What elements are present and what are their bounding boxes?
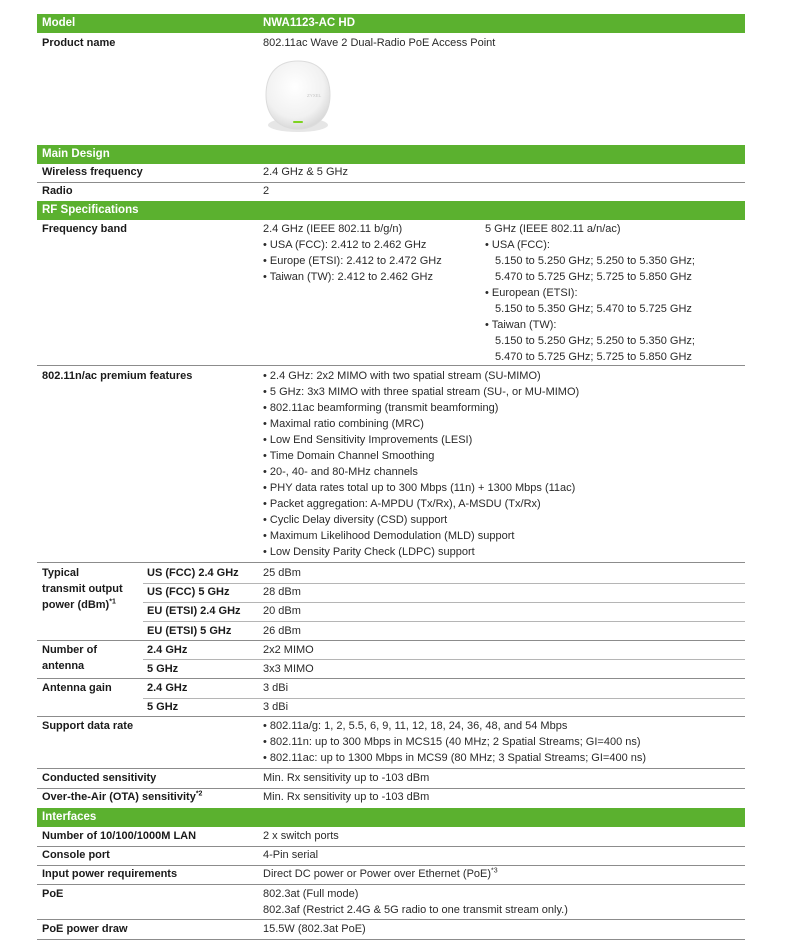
tx-value-eu5: 26 dBm bbox=[263, 625, 301, 637]
rf-spec-title: RF Specifications bbox=[42, 204, 139, 216]
list-item: • 802.11ac beamforming (transmit beamforming) bbox=[263, 402, 499, 414]
model-label: Model bbox=[42, 17, 76, 29]
data-rate-list bbox=[263, 718, 646, 766]
premium-features-label: 802.11n/ac premium features bbox=[42, 370, 193, 382]
wireless-frequency-value: 2.4 GHz & 5 GHz bbox=[263, 166, 348, 178]
list-item: • 20-, 40- and 80-MHz channels bbox=[263, 466, 418, 478]
main-design-title: Main Design bbox=[42, 148, 110, 160]
tx-band-us24: US (FCC) 2.4 GHz bbox=[147, 567, 239, 579]
row-divider bbox=[37, 884, 745, 885]
access-point-device-image bbox=[262, 57, 334, 135]
list-item: • Cyclic Delay diversity (CSD) support bbox=[263, 514, 448, 526]
row-divider bbox=[143, 698, 745, 699]
model-header-bar bbox=[37, 14, 745, 33]
poe-value bbox=[263, 886, 568, 918]
row-divider bbox=[37, 846, 745, 847]
tx-band-eu5: EU (ETSI) 5 GHz bbox=[147, 625, 232, 637]
row-divider bbox=[37, 919, 745, 920]
list-item: • 5 GHz: 3x3 MIMO with three spatial stream (SU-, or MU-MIMO) bbox=[263, 386, 580, 398]
tx-value-us5: 28 dBm bbox=[263, 586, 301, 598]
tx-power-label-line2: transmit output bbox=[42, 583, 123, 595]
freq-5-europe-range: 5.150 to 5.350 GHz; 5.470 to 5.725 GHz bbox=[495, 303, 692, 315]
antenna-gain-value-24: 3 dBi bbox=[263, 682, 289, 694]
ota-sensitivity-label bbox=[42, 789, 202, 805]
antenna-count-value-24: 2x2 MIMO bbox=[263, 644, 314, 656]
lan-ports-label: Number of 10/100/1000M LAN bbox=[42, 830, 197, 842]
premium-features-list bbox=[263, 368, 579, 560]
wireless-frequency-label: Wireless frequency bbox=[42, 166, 143, 178]
freq-5-europe: • European (ETSI): bbox=[485, 287, 578, 299]
antenna-count-label-line1: Number of bbox=[42, 644, 97, 656]
freq-5-taiwan-range1: 5.150 to 5.250 GHz; 5.250 to 5.350 GHz; bbox=[495, 335, 695, 347]
frequency-band-label: Frequency band bbox=[42, 223, 127, 235]
poe-value-line2: 802.3af (Restrict 2.4G & 5G radio to one transmit stream only.) bbox=[263, 904, 568, 916]
model-value: NWA1123-AC HD bbox=[263, 17, 356, 29]
main-design-header-bar bbox=[37, 145, 745, 164]
radio-label: Radio bbox=[42, 185, 73, 197]
tx-power-label-text: power (dBm) bbox=[42, 599, 110, 611]
row-divider bbox=[37, 939, 745, 940]
tx-value-eu24: 20 dBm bbox=[263, 605, 301, 617]
row-divider bbox=[37, 365, 745, 366]
antenna-count-label bbox=[42, 642, 97, 674]
freq-5-usa-range1: 5.150 to 5.250 GHz; 5.250 to 5.350 GHz; bbox=[495, 255, 695, 267]
list-item: • Low Density Parity Check (LDPC) support bbox=[263, 546, 475, 558]
antenna-gain-label: Antenna gain bbox=[42, 682, 112, 694]
freq-5-taiwan-range2: 5.470 to 5.725 GHz; 5.725 to 5.850 GHz bbox=[495, 351, 692, 363]
poe-label: PoE bbox=[42, 888, 64, 900]
footnote-marker: *3 bbox=[491, 867, 498, 875]
row-divider bbox=[37, 768, 745, 769]
frequency-band-24ghz bbox=[263, 221, 442, 285]
status-led bbox=[293, 121, 303, 123]
freq-24-europe: • Europe (ETSI): 2.412 to 2.472 GHz bbox=[263, 255, 442, 267]
console-port-label: Console port bbox=[42, 849, 110, 861]
tx-power-label-line1: Typical bbox=[42, 567, 80, 579]
interfaces-header-bar bbox=[37, 808, 745, 827]
interfaces-title: Interfaces bbox=[42, 811, 97, 823]
product-name-value: 802.11ac Wave 2 Dual-Radio PoE Access Point bbox=[263, 37, 496, 49]
list-item: • 802.11ac: up to 1300 Mbps in MCS9 (80 MHz; 3 Spatial Streams; GI=400 ns) bbox=[263, 752, 647, 764]
row-divider bbox=[143, 583, 745, 584]
list-item: • 802.11a/g: 1, 2, 5.5, 6, 9, 11, 12, 18, 24, 36, 48, and 54 Mbps bbox=[263, 720, 568, 732]
poe-power-draw-value: 15.5W (802.3at PoE) bbox=[263, 923, 366, 935]
tx-power-label-line3 bbox=[42, 597, 123, 613]
conducted-sensitivity-value: Min. Rx sensitivity up to -103 dBm bbox=[263, 772, 430, 784]
ota-sensitivity-label-text: Over-the-Air (OTA) sensitivity bbox=[42, 791, 196, 803]
ota-sensitivity-value: Min. Rx sensitivity up to -103 dBm bbox=[263, 791, 430, 803]
row-divider bbox=[37, 716, 745, 717]
tx-value-us24: 25 dBm bbox=[263, 567, 301, 579]
rf-spec-header-bar bbox=[37, 201, 745, 220]
freq-5-taiwan: • Taiwan (TW): bbox=[485, 319, 557, 331]
list-item: • Packet aggregation: A-MPDU (Tx/Rx), A-MSDU (Tx/Rx) bbox=[263, 498, 541, 510]
row-divider bbox=[143, 659, 745, 660]
row-divider bbox=[37, 640, 745, 641]
list-item: • 2.4 GHz: 2x2 MIMO with two spatial stream (SU-MIMO) bbox=[263, 370, 541, 382]
product-name-label: Product name bbox=[42, 37, 116, 49]
antenna-count-band-24: 2.4 GHz bbox=[147, 644, 188, 656]
brand-mark: ZYXEL bbox=[307, 93, 322, 98]
freq-5-usa-range2: 5.470 to 5.725 GHz; 5.725 to 5.850 GHz bbox=[495, 271, 692, 283]
poe-power-draw-label: PoE power draw bbox=[42, 923, 128, 935]
console-port-value: 4-Pin serial bbox=[263, 849, 319, 861]
lan-ports-value: 2 x switch ports bbox=[263, 830, 339, 842]
row-divider bbox=[37, 182, 745, 183]
row-divider bbox=[143, 621, 745, 622]
list-item: • 802.11n: up to 300 Mbps in MCS15 (40 MHz; 2 Spatial Streams; GI=400 ns) bbox=[263, 736, 641, 748]
antenna-count-band-5: 5 GHz bbox=[147, 663, 179, 675]
footnote-marker: *1 bbox=[109, 598, 116, 606]
tx-band-eu24: EU (ETSI) 2.4 GHz bbox=[147, 605, 241, 617]
list-item: • Low End Sensitivity Improvements (LESI) bbox=[263, 434, 473, 446]
row-divider bbox=[37, 562, 745, 563]
data-rate-label: Support data rate bbox=[42, 720, 134, 732]
list-item: • PHY data rates total up to 300 Mbps (11n) + 1300 Mbps (11ac) bbox=[263, 482, 576, 494]
radio-value: 2 bbox=[263, 185, 270, 197]
list-item: • Maximum Likelihood Demodulation (MLD) support bbox=[263, 530, 515, 542]
frequency-band-5ghz bbox=[485, 221, 695, 365]
footnote-marker: *2 bbox=[195, 790, 203, 798]
row-divider bbox=[37, 678, 745, 679]
list-item: • Time Domain Channel Smoothing bbox=[263, 450, 435, 462]
list-item: • Maximal ratio combining (MRC) bbox=[263, 418, 424, 430]
input-power-label: Input power requirements bbox=[42, 868, 178, 880]
input-power-value-text: Direct DC power or Power over Ethernet (PoE) bbox=[263, 868, 492, 880]
freq-24-heading: 2.4 GHz (IEEE 802.11 b/g/n) bbox=[263, 223, 403, 235]
antenna-gain-value-5: 3 dBi bbox=[263, 701, 289, 713]
conducted-sensitivity-label: Conducted sensitivity bbox=[42, 772, 157, 784]
freq-5-heading: 5 GHz (IEEE 802.11 a/n/ac) bbox=[485, 223, 621, 235]
freq-5-usa: • USA (FCC): bbox=[485, 239, 550, 251]
freq-24-taiwan: • Taiwan (TW): 2.412 to 2.462 GHz bbox=[263, 271, 433, 283]
antenna-count-value-5: 3x3 MIMO bbox=[263, 663, 314, 675]
tx-band-us5: US (FCC) 5 GHz bbox=[147, 586, 230, 598]
freq-24-usa: • USA (FCC): 2.412 to 2.462 GHz bbox=[263, 239, 427, 251]
input-power-value bbox=[263, 866, 498, 882]
antenna-gain-band-5: 5 GHz bbox=[147, 701, 179, 713]
tx-power-label bbox=[42, 565, 123, 613]
antenna-gain-band-24: 2.4 GHz bbox=[147, 682, 188, 694]
antenna-count-label-line2: antenna bbox=[42, 660, 85, 672]
poe-value-line1: 802.3at (Full mode) bbox=[263, 888, 359, 900]
